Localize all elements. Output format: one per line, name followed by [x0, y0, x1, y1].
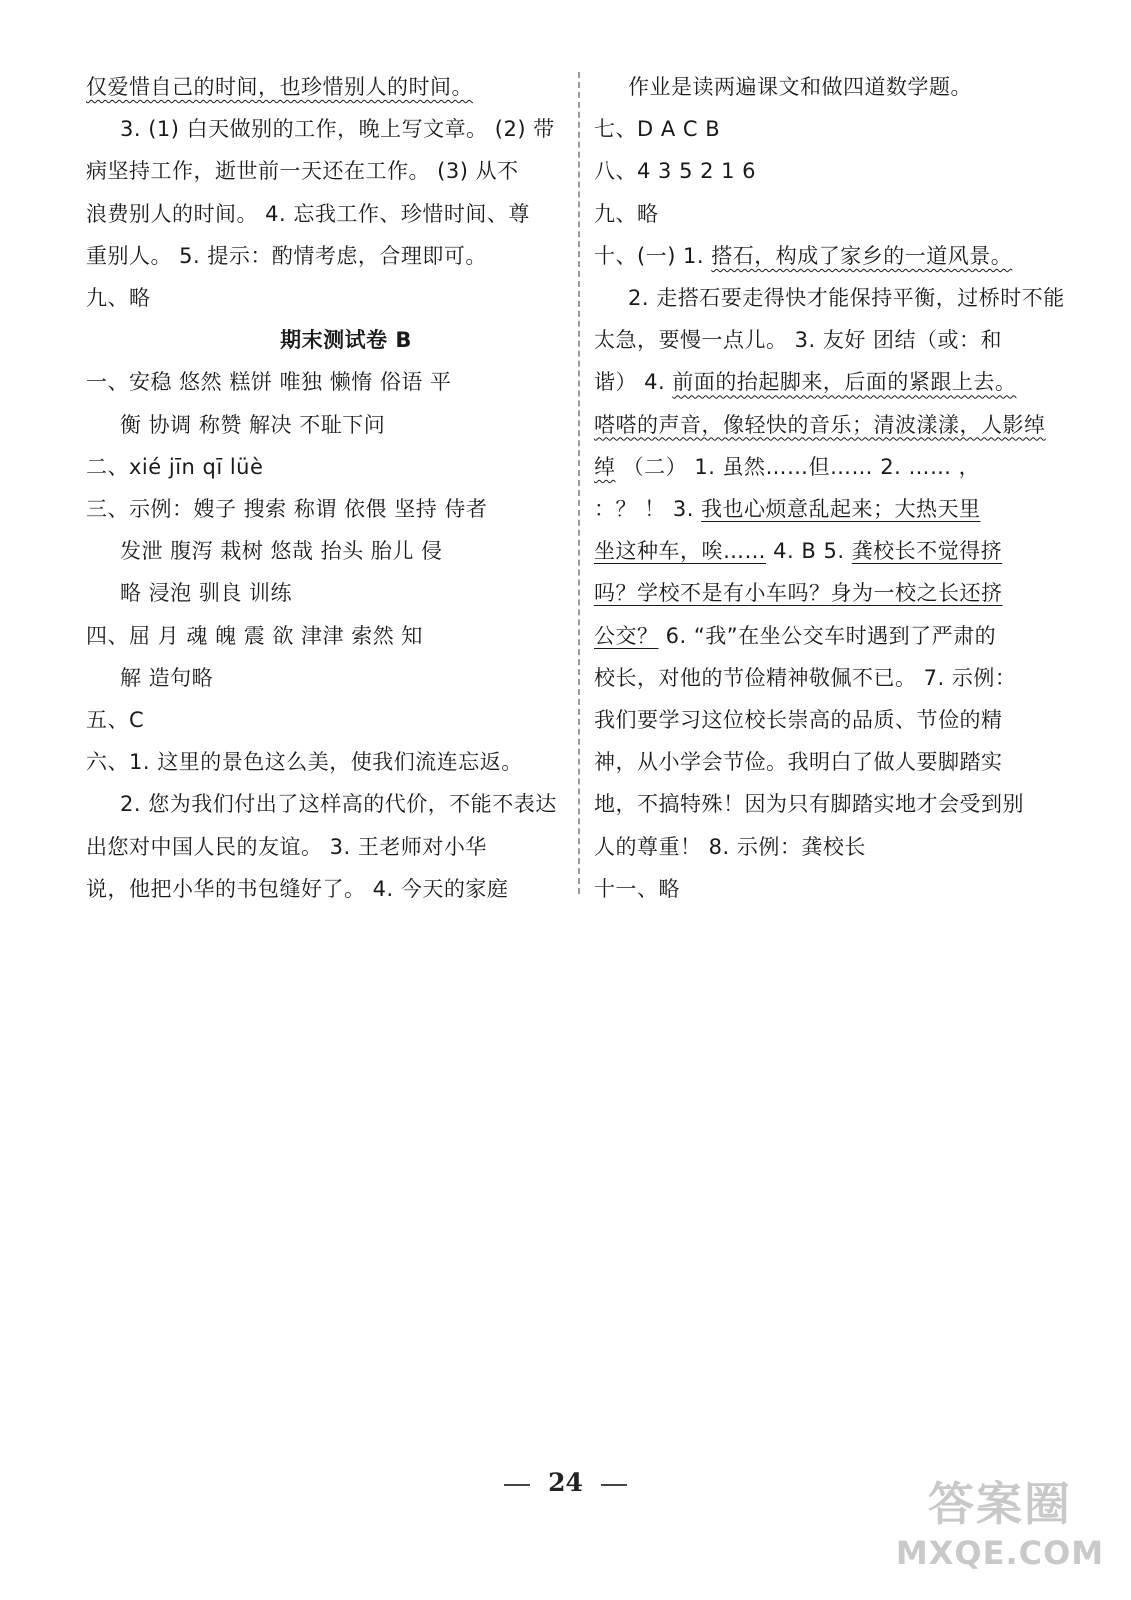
answer-line: 八、4 3 5 2 1 6	[594, 159, 757, 184]
answer-line	[594, 530, 1090, 572]
watermark-logo	[885, 1460, 1115, 1590]
answer-line	[594, 446, 1090, 488]
answer-underlined: 前面的抬起脚来，后面的紧跟上去。	[672, 370, 1017, 395]
answer-line: 六、1. 这里的景色这么美，使我们流连忘返。	[86, 750, 523, 775]
answer-line: 我们要学习这位校长崇高的品质、节俭的精	[594, 708, 1003, 733]
answer-line	[594, 361, 1090, 403]
answer-line	[594, 488, 1090, 530]
answer-line: 2. 您为我们付出了这样高的代价，不能不表达	[120, 792, 557, 817]
answer-underlined: 我也心烦意乱起来；大热天里	[701, 497, 981, 522]
answer-line: 作业是读两遍课文和做四道数学题。	[628, 75, 972, 99]
answer-line: 九、略	[594, 201, 659, 226]
answer-line: 神，从小学会节俭。我明白了做人要脚踏实	[594, 750, 1003, 775]
answer-text: （二） 1. 虽然……但…… 2. …… ，	[615, 454, 981, 479]
answer-line: 七、D A C B	[594, 117, 721, 142]
answer-line: 二、xié jīn qī lüè	[86, 454, 264, 479]
dash-right	[601, 1484, 627, 1486]
answer-text: 十、(一) 1.	[594, 243, 712, 268]
answer-line: 病坚持工作，逝世前一天还在工作。 (3) 从不	[86, 159, 519, 184]
answer-line: 2. 走搭石要走得快才能保持平衡，过桥时不能	[628, 286, 1065, 311]
answer-line: 解 造句略	[120, 665, 214, 690]
answer-line: 衡 协调 称赞 解决 不耻下问	[120, 412, 386, 437]
left-column	[86, 66, 576, 910]
answer-line	[86, 66, 576, 108]
answer-line: 三、示例：嫂子 搜索 称谓 依偎 坚持 侍者	[86, 497, 488, 522]
answer-line: 一、安稳 悠然 糕饼 唯独 懒惰 俗语 平	[86, 370, 452, 395]
answer-line: 地，不搞特殊！因为只有脚踏实地才会受到别	[594, 792, 1024, 817]
answer-line: 出您对中国人民的友谊。 3. 王老师对小华	[86, 834, 487, 859]
answer-line: 校长，对他的节俭精神敬佩不已。 7. 示例：	[594, 665, 1017, 690]
answer-underlined: 坐这种车，唉……	[594, 539, 766, 564]
watermark-cn: 答案圈	[928, 1477, 1072, 1531]
answer-underlined: 绰	[594, 454, 616, 479]
answer-line: 3. (1) 白天做别的工作，晚上写文章。 (2) 带	[120, 117, 555, 142]
right-column	[594, 66, 1090, 910]
answer-underlined: 吗？学校不是有小车吗？身为一校之长还挤	[594, 581, 1003, 606]
answer-line	[594, 235, 1090, 277]
column-divider	[578, 72, 580, 894]
answer-line: 十一、略	[594, 876, 680, 901]
answer-underlined: 公交？	[594, 623, 659, 648]
answer-line: 重别人。 5. 提示：酌情考虑，合理即可。	[86, 243, 487, 268]
section-title: 期末测试卷 B	[280, 328, 412, 353]
answer-line	[594, 404, 1090, 446]
answer-line: 说，他把小华的书包缝好了。 4. 今天的家庭	[86, 876, 509, 901]
answer-text: 6. “我”在坐公交车时遇到了严肃的	[658, 623, 997, 648]
answer-line: 发泄 腹泻 栽树 悠哉 抬头 胎儿 侵	[120, 539, 443, 564]
answer-underlined: 仅爱惜自己的时间，也珍惜别人的时间。	[86, 75, 473, 99]
answer-text: 4. B 5.	[766, 539, 852, 564]
answer-line	[594, 572, 1090, 614]
answer-line: 九、略	[86, 286, 151, 311]
answer-line: 五、C	[86, 708, 145, 733]
answer-underlined: 搭石，构成了家乡的一道风景。	[711, 243, 1013, 268]
answer-text: ：？ ！ 3.	[594, 497, 702, 522]
answer-line	[594, 615, 1090, 657]
answer-line: 略 浸泡 驯良 训练	[120, 581, 293, 606]
answer-line: 浪费别人的时间。 4. 忘我工作、珍惜时间、尊	[86, 201, 530, 226]
answer-line: 太急，要慢一点儿。 3. 友好 团结（或：和	[594, 328, 1003, 353]
answer-line: 人的尊重！ 8. 示例：龚校长	[594, 834, 866, 859]
dash-left	[504, 1484, 530, 1486]
answer-text: 谐） 4.	[594, 370, 673, 395]
watermark-en: MXQE.COM	[895, 1534, 1105, 1572]
page-number-text: 24	[548, 1468, 583, 1497]
answer-line: 四、屈 月 魂 魄 震 欲 津津 索然 知	[86, 623, 423, 648]
answer-underlined: 龚校长不觉得挤	[851, 539, 1003, 564]
answer-underlined: 嗒嗒的声音，像轻快的音乐；清波漾漾，人影绰	[594, 412, 1046, 437]
